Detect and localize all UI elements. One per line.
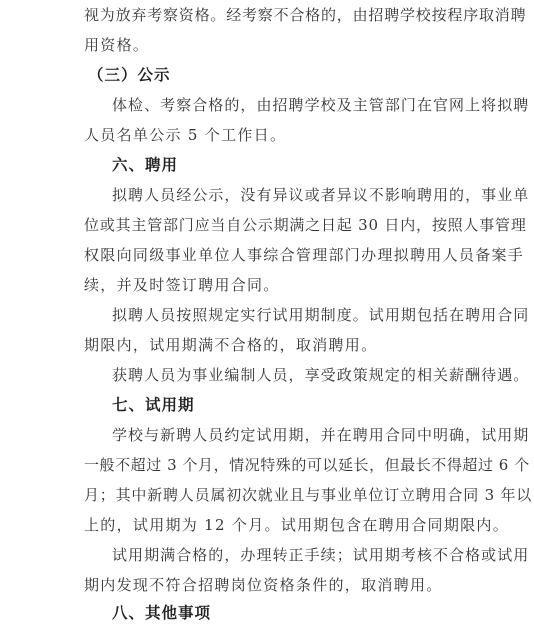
section-heading: 七、试用期	[112, 396, 195, 414]
text-line: 权限向同级事业单位人事综合管理部门办理拟聘用人员备案手	[84, 246, 525, 264]
paragraph-first-line: 获聘人员为事业编制人员，享受政策规定的相关薪酬待遇。	[112, 366, 530, 384]
paragraph-first-line: 试用期满合格的，办理转正手续；试用期考核不合格或试用	[112, 546, 530, 564]
text-line: 位或其主管部门应当自公示期满之日起 30 日内，按照人事管理	[84, 216, 527, 234]
text-line: 续，并及时签订聘用合同。	[84, 276, 280, 294]
paragraph-first-line: 拟聘人员按照规定实行试用期制度。试用期包括在聘用合同	[112, 306, 530, 324]
text-line: 人员名单公示 5 个工作日。	[84, 126, 287, 144]
text-line: 用资格。	[84, 36, 150, 54]
paragraph-first-line: 拟聘人员经公示，没有异议或者异议不影响聘用的，事业单	[112, 186, 530, 204]
text-line: 上的，试用期为 12 个月。试用期包含在聘用合同期限内。	[84, 516, 510, 534]
text-line: 视为放弃考察资格。经考察不合格的，由招聘学校按程序取消聘	[84, 6, 527, 24]
paragraph-first-line: 体检、考察合格的，由招聘学校及主管部门在官网上将拟聘	[112, 96, 530, 114]
text-line: 月；其中新聘人员属初次就业且与事业单位订立聘用合同 3 年以	[84, 486, 533, 504]
section-heading: （三）公示	[88, 66, 171, 84]
section-heading: 六、聘用	[112, 156, 179, 174]
text-line: 一般不超过 3 个月，情况特殊的可以延长，但最长不得超过 6 个	[84, 456, 530, 474]
text-line: 期限内，试用期满不合格的，取消聘用。	[84, 336, 378, 354]
text-line: 期内发现不符合招聘岗位资格条件的，取消聘用。	[84, 576, 443, 594]
paragraph-first-line: 学校与新聘人员约定试用期，并在聘用合同中明确，试用期	[112, 426, 530, 444]
section-heading: 八、其他事项	[112, 604, 212, 622]
